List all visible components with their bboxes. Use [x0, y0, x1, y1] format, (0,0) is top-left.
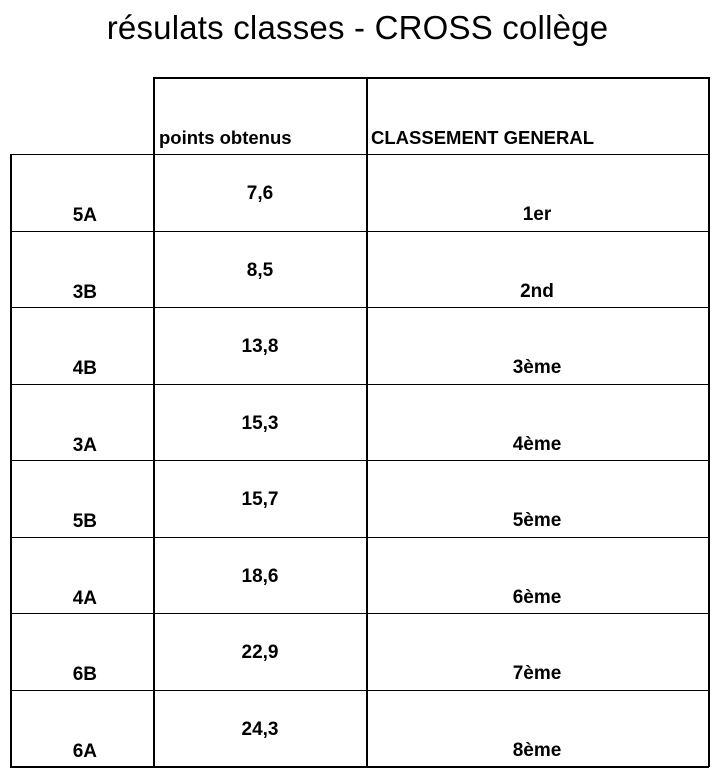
class-cell: 4B [72, 358, 97, 379]
row-divider [10, 766, 709, 768]
row-divider [10, 154, 709, 156]
rank-cell: 6ème [512, 587, 562, 608]
points-cell: 15,3 [241, 413, 279, 434]
column-divider [708, 77, 710, 767]
header-rank: CLASSEMENT GENERAL [371, 127, 595, 148]
points-cell: 18,6 [241, 566, 279, 587]
row-divider [10, 460, 709, 462]
row-divider [10, 537, 709, 539]
points-cell: 15,7 [241, 489, 279, 510]
class-cell: 3A [72, 435, 97, 456]
class-cell: 6B [72, 664, 97, 685]
row-divider [10, 384, 709, 386]
row-divider [10, 307, 709, 309]
rank-cell: 4ème [512, 434, 562, 455]
page-title: résulats classes - CROSS collège [106, 9, 609, 46]
rank-cell: 2nd [520, 281, 554, 302]
class-cell: 6A [72, 741, 97, 762]
row-divider [10, 690, 709, 692]
points-cell: 8,5 [246, 260, 274, 281]
column-divider [10, 154, 12, 768]
class-cell: 5B [72, 511, 97, 532]
rank-cell: 5ème [512, 510, 562, 531]
class-cell: 4A [72, 588, 97, 609]
points-cell: 24,3 [241, 719, 279, 740]
points-cell: 22,9 [241, 642, 279, 663]
rank-cell: 7ème [512, 663, 562, 684]
points-cell: 13,8 [241, 336, 279, 357]
rank-cell: 1er [522, 204, 552, 225]
rank-cell: 8ème [512, 740, 562, 761]
header-points: points obtenus [159, 127, 292, 148]
rank-cell: 3ème [512, 357, 562, 378]
column-divider [366, 77, 368, 767]
row-divider [10, 231, 709, 233]
points-cell: 7,6 [246, 183, 274, 204]
column-divider [153, 77, 155, 767]
class-cell: 3B [72, 282, 97, 303]
class-cell: 5A [72, 205, 97, 226]
row-divider [10, 613, 709, 615]
table-border-top [153, 77, 709, 79]
